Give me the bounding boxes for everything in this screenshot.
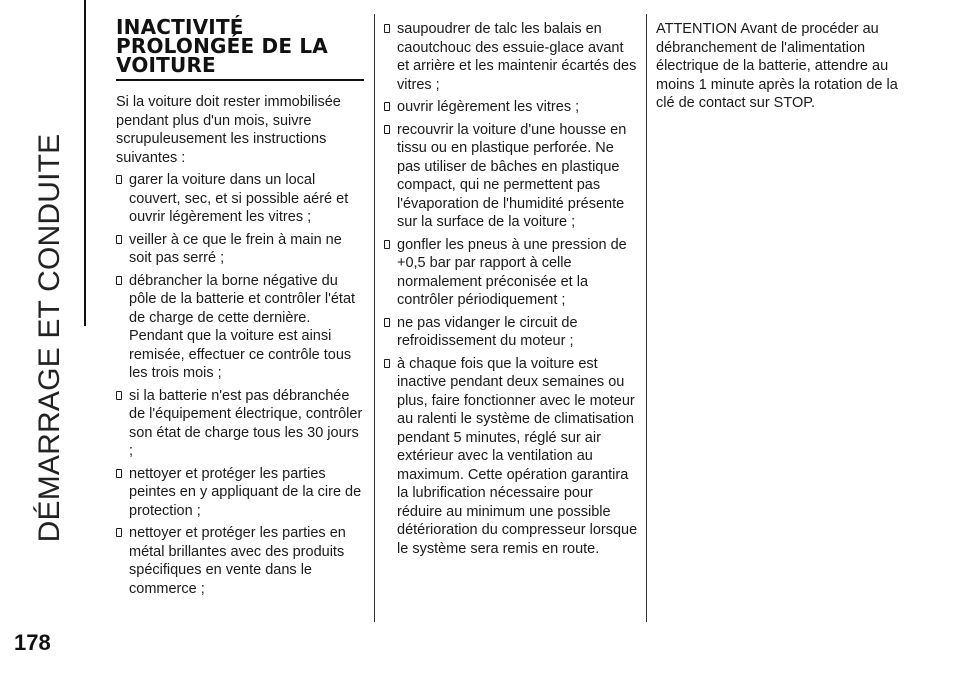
- list-item: nettoyer et protéger les parties peintes en y appliquant de la cire de protection ;: [116, 465, 364, 521]
- checkbox-bullet-icon: [384, 102, 390, 111]
- column-divider-1: [374, 14, 375, 622]
- column-divider-2: [646, 14, 647, 622]
- attention-note: ATTENTION Avant de procéder au débranchement de l'alimentation électrique de la batterie, attendre au moins 1 minute après la rotation de la clé de contact sur STOP.: [656, 21, 898, 111]
- checkbox-bullet-icon: [384, 359, 390, 368]
- checkbox-bullet-icon: [116, 235, 122, 244]
- checkbox-bullet-icon: [116, 276, 122, 285]
- intro-paragraph: Si la voiture doit rester immobilisée pendant plus d'un mois, suivre scrupuleusement les instructions suivantes :: [116, 94, 341, 166]
- column-2: [384, 20, 638, 562]
- list-item: gonfler les pneus à une pression de +0,5 bar par rapport à celle normalement préconisée et la contrôler périodiquement ;: [384, 236, 638, 310]
- list-item: recouvrir la voiture d'une housse en tissu ou en plastique perforée. Ne pas utiliser de bâches en plastique compact, qui ne permettent pas l'évaporation de l'humidité présente sur la surface de la voiture ;: [384, 121, 638, 232]
- heading-line: INACTIVITÉ: [116, 15, 244, 39]
- list-item: veiller à ce que le frein à main ne soit pas serré ;: [116, 231, 364, 268]
- checkbox-bullet-icon: [116, 528, 122, 537]
- list-item: ne pas vidanger le circuit de refroidissement du moteur ;: [384, 314, 638, 351]
- heading-line: VOITURE: [116, 53, 216, 77]
- list-item: débrancher la borne négative du pôle de la batterie et contrôler l'état de charge de cette dernière. Pendant que la voiture est ainsi remisée, effectuer ce contrôle tous les trois mois ;: [116, 272, 364, 383]
- checkbox-bullet-icon: [384, 24, 390, 33]
- column-1: [116, 15, 364, 602]
- list-item: garer la voiture dans un local couvert, sec, et si possible aéré et ouvrir légèrement les vitres ;: [116, 171, 364, 227]
- checkbox-bullet-icon: [116, 391, 122, 400]
- column-3: [656, 20, 906, 113]
- list-item: à chaque fois que la voiture est inactive pendant deux semaines ou plus, faire fonctionner avec le moteur au ralenti le système de climatisation pendant 5 minutes, réglé sur air extérieur avec la ventilation au maximum. Cette opération garantira la lubrification nécessaire pour réduire au minimum une possible détérioration du compresseur lorsque le système sera remis en route.: [384, 355, 638, 559]
- checkbox-bullet-icon: [384, 240, 390, 249]
- instruction-list: [384, 20, 638, 558]
- list-item: ouvrir légèrement les vitres ;: [384, 98, 638, 117]
- chapter-title: DÉMARRAGE ET CONDUITE: [33, 133, 66, 543]
- instruction-list: [116, 171, 364, 598]
- list-item: saupoudrer de talc les balais en caoutchouc des essuie-glace avant et arrière et les maintenir écartés des vitres ;: [384, 20, 638, 94]
- page-number: 178: [14, 630, 51, 655]
- section-heading: [116, 15, 364, 81]
- checkbox-bullet-icon: [384, 125, 390, 134]
- list-item: si la batterie n'est pas débranchée de l'équipement électrique, contrôler son état de charge tous les 30 jours ;: [116, 387, 364, 461]
- checkbox-bullet-icon: [384, 318, 390, 327]
- chapter-rule: [84, 0, 86, 326]
- checkbox-bullet-icon: [116, 175, 122, 184]
- checkbox-bullet-icon: [116, 469, 122, 478]
- list-item: nettoyer et protéger les parties en métal brillantes avec des produits spécifiques en vente dans le commerce ;: [116, 524, 364, 598]
- heading-line: PROLONGÉE DE LA: [116, 34, 328, 58]
